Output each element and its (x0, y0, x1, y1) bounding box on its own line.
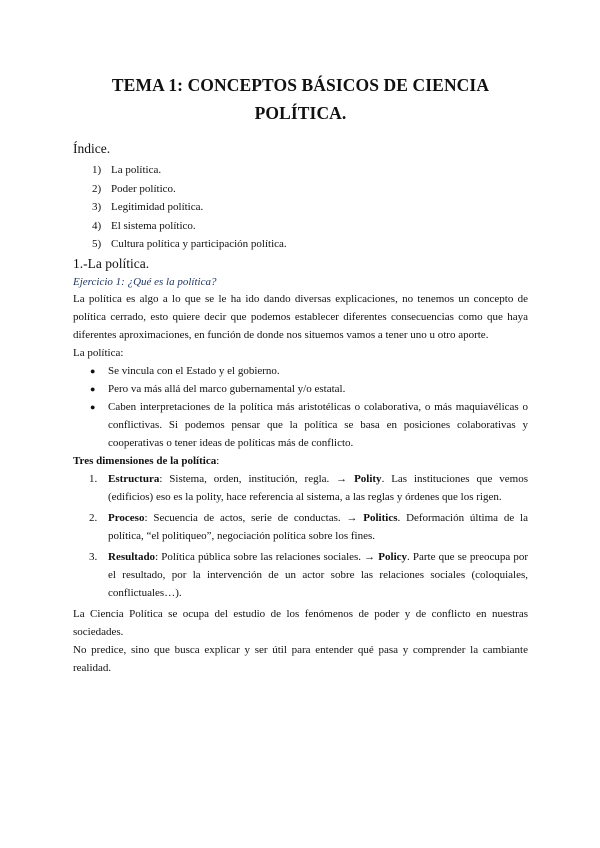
bullet-dot-icon: ● (90, 401, 96, 412)
index-item (73, 161, 528, 180)
bullet-text: Pero va más allá del marco gubernamental y/o estatal. (108, 382, 346, 395)
bullet-list (73, 362, 528, 452)
bullet-dot-icon: ● (90, 365, 96, 376)
dimension-item (73, 470, 528, 506)
index-item (73, 217, 528, 236)
dimensions-list (73, 470, 528, 602)
dimension-term: Resultado (108, 550, 156, 563)
dimension-text (108, 509, 528, 545)
dimension-number: 3. (89, 550, 98, 563)
dimension-text (108, 548, 528, 602)
dimension-text (108, 470, 528, 506)
bullet-dot-icon: ● (90, 383, 96, 394)
dimension-explanation: . Deformación última de la política, “el politiqueo”, negociación política sobre los fines. (108, 511, 528, 542)
index-item-text: Cultura política y participación política. (111, 238, 287, 251)
dimension-keyword: Policy (378, 550, 408, 563)
index-item (73, 235, 528, 254)
page-title (73, 0, 528, 126)
index-item (73, 198, 528, 217)
dimensions-heading (73, 452, 528, 470)
index-item-text: Legitimidad política. (111, 201, 204, 214)
dimension-definition: : Sistema, orden, institución, regla. → (159, 472, 355, 485)
index-list (73, 161, 528, 254)
dimension-number: 1. (89, 472, 98, 485)
exercise-heading: Ejercicio 1: ¿Qué es la política? (73, 275, 217, 288)
index-item-text: El sistema político. (111, 219, 196, 232)
bullet-item (73, 362, 528, 380)
index-item-number: 3) (92, 201, 102, 214)
dimension-term: Proceso (108, 511, 145, 524)
section-heading: 1.-La política. (73, 255, 150, 271)
dimension-keyword: Politics (363, 511, 398, 524)
dimensions-heading-text: Tres dimensiones de la política (73, 454, 217, 467)
title-line-2: POLÍTICA. (254, 103, 347, 123)
dimension-definition: : Secuencia de actos, serie de conductas. → (144, 511, 364, 524)
bullet-text: Se vincula con el Estado y el gobierno. (108, 364, 280, 377)
index-item-number: 4) (92, 219, 102, 232)
dimension-explanation: . Parte que se preocupa por el resultado, por la intervención de un actor sobre las relaciones sociales (coloquiales, conflictuales…). (108, 550, 528, 599)
bullet-text: Caben interpretaciones de la política más aristotélicas o colaborativa, o más maquiavélicas o conflictivas. Si podemos pensar que la política se basa en posiciones colaborativas y cooperativas o tener ideas de políticas más de conflicto. (108, 400, 528, 449)
index-item-number: 1) (92, 164, 102, 176)
dimension-definition: : Política pública sobre las relaciones sociales. → (155, 550, 379, 563)
paragraph-science: La Ciencia Política se ocupa del estudio de los fenómenos de poder y de conflicto en nuestras sociedades. (73, 607, 528, 638)
dimension-item (73, 548, 528, 602)
dimension-item (73, 509, 528, 545)
bullet-item (73, 380, 528, 398)
index-item (73, 180, 528, 199)
paragraph-lead: La política: (73, 346, 124, 359)
index-item-text: Poder político. (111, 182, 176, 195)
index-item-text: La política. (111, 164, 162, 176)
dimension-number: 2. (89, 511, 98, 524)
dimension-keyword: Polity (354, 472, 382, 485)
dimension-explanation: . Las instituciones que vemos (edificios) eso es la polity, hace referencia al sistema, a las reglas y órdenes que los rigen. (108, 472, 528, 503)
index-heading: Índice. (73, 141, 111, 156)
paragraph-intro: La política es algo a lo que se le ha ido dando diversas explicaciones, no tenemos un concepto de política cerrado, esto quiere decir que podemos establecer diferentes consecuencias como que haya diferentes aproximaciones, en función de donde nos situemos vamos a tener uno u otro aporte. (73, 292, 528, 341)
dimensions-heading-colon: : (216, 454, 220, 467)
index-item-number: 2) (92, 182, 102, 195)
index-item-number: 5) (92, 238, 102, 251)
title-line-1: TEMA 1: CONCEPTOS BÁSICOS DE CIENCIA (111, 75, 490, 95)
paragraph-purpose: No predice, sino que busca explicar y ser útil para entender qué pasa y comprender la cambiante realidad. (73, 643, 528, 674)
dimension-term: Estructura (108, 472, 160, 485)
bullet-item (73, 398, 528, 452)
